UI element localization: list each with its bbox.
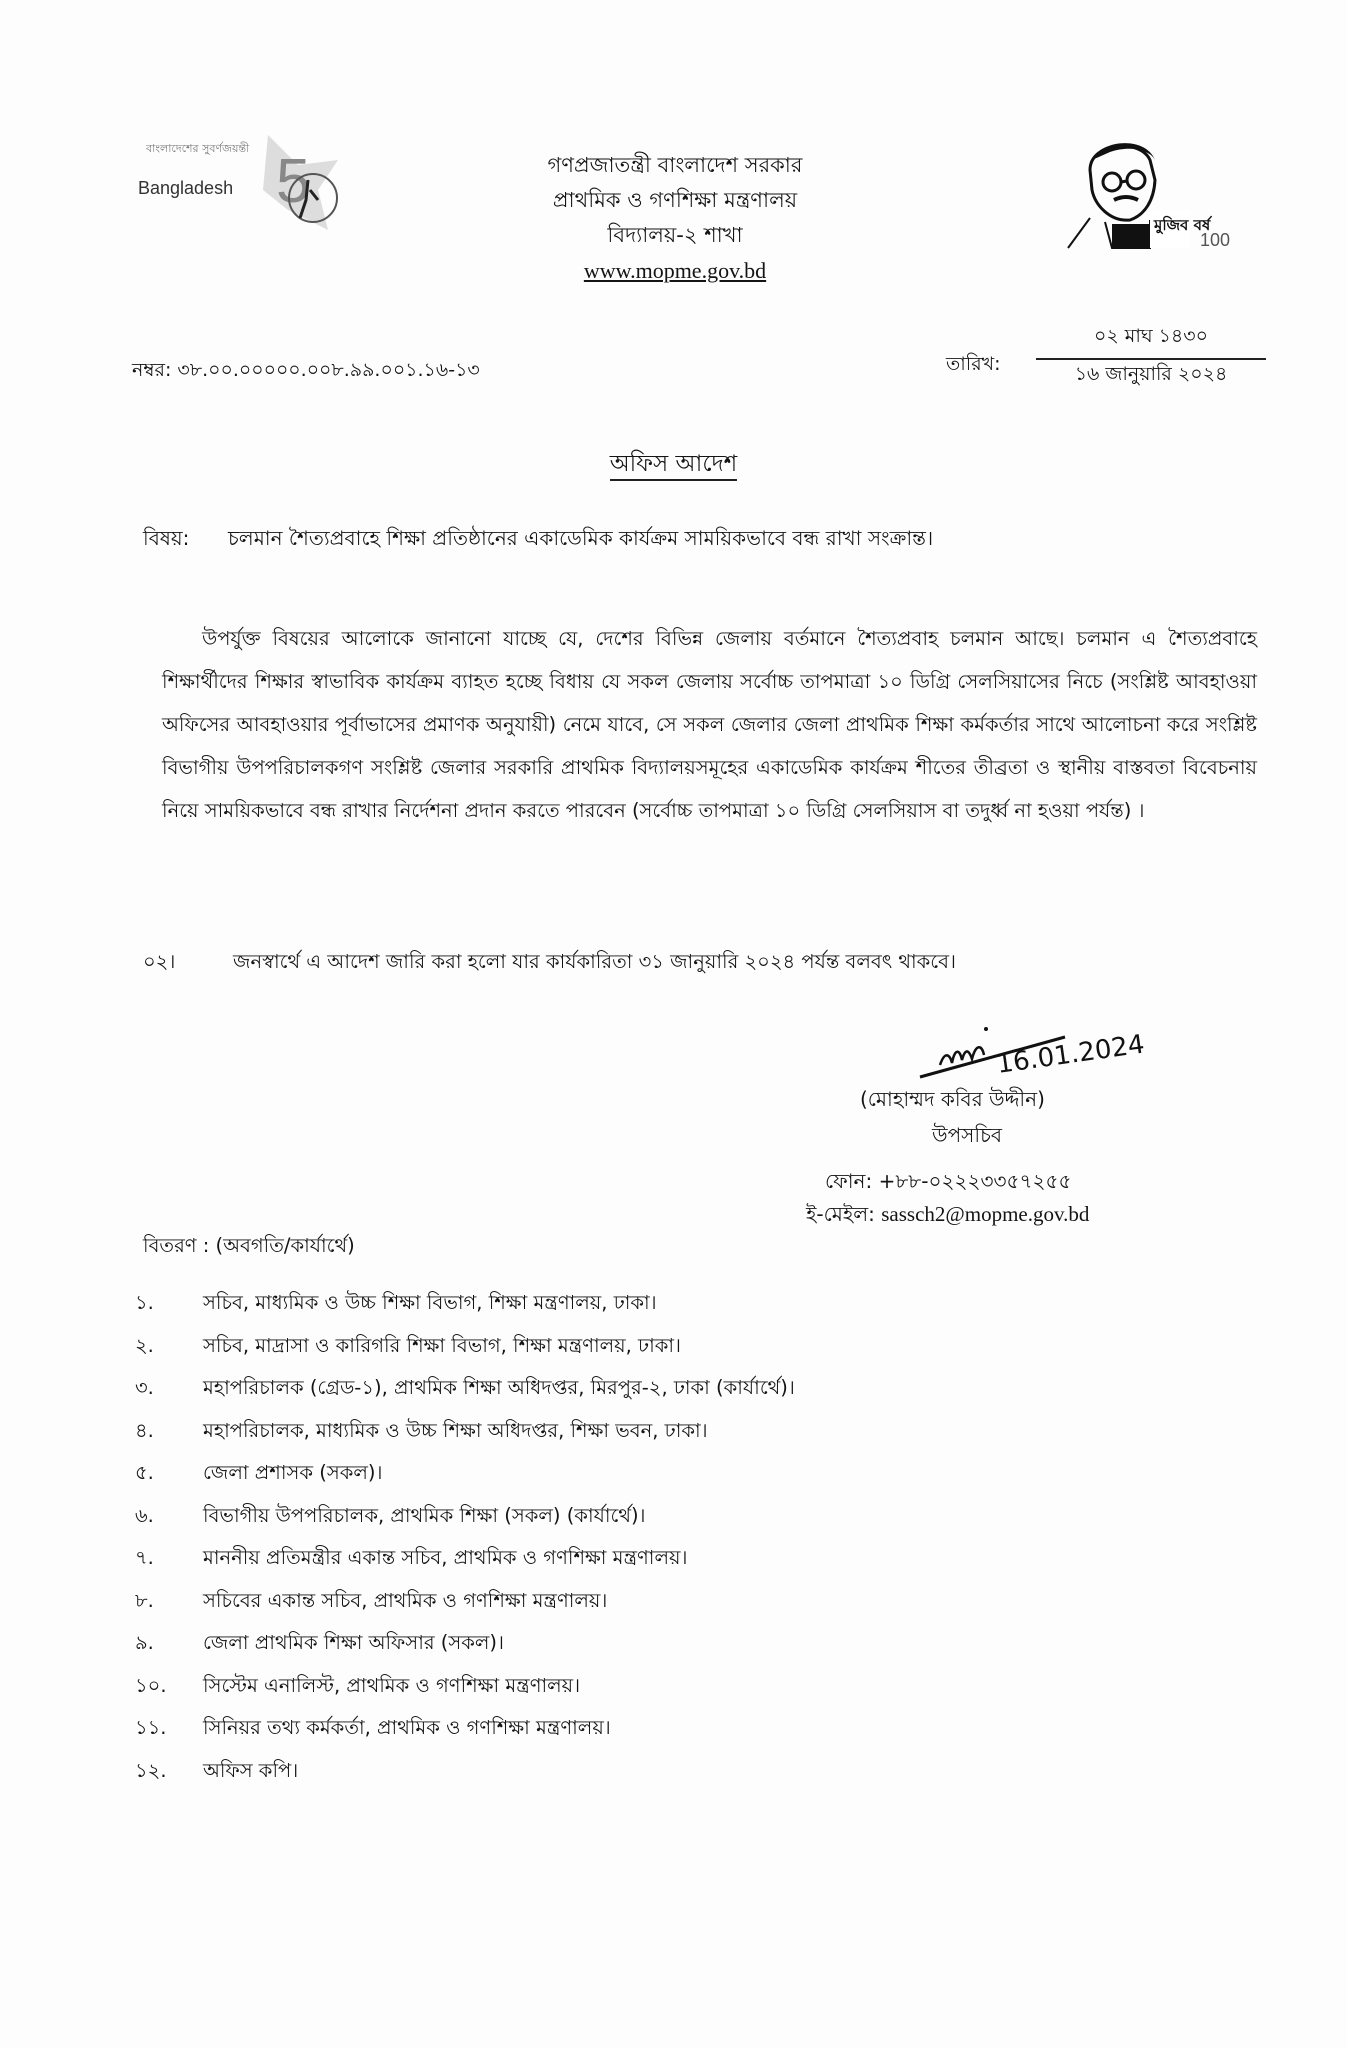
- item-text: অফিস কপি।: [203, 1758, 299, 1782]
- item-number: ১২.: [135, 1758, 167, 1782]
- item-text: সচিব, মাদ্রাসা ও কারিগরি শিক্ষা বিভাগ, শিক্ষা মন্ত্রণালয়, ঢাকা।: [203, 1333, 682, 1357]
- email-address[interactable]: sassch2@mopme.gov.bd: [881, 1202, 1090, 1226]
- letterhead: [450, 148, 900, 288]
- list-item: [135, 1497, 1135, 1540]
- item-number: ৫.: [135, 1461, 154, 1485]
- list-item: [135, 1369, 1135, 1412]
- signatory-phone: ফোন: +৮৮-০২২২৩৩৫৭২৫৫: [825, 1169, 1072, 1193]
- item-number: ১.: [135, 1291, 154, 1315]
- list-item: [135, 1327, 1135, 1370]
- list-item: [135, 1284, 1135, 1327]
- date-label: তারিখ:: [946, 353, 1001, 375]
- mujib-text: মুজিব বর্ষ: [1154, 216, 1211, 234]
- item-number: ৩.: [135, 1376, 154, 1400]
- item-text: মাননীয় প্রতিমন্ত্রীর একান্ত সচিব, প্রাথমিক ও গণশিক্ষা মন্ত্রণালয়।: [203, 1546, 688, 1570]
- body-paragraph: উপর্যুক্ত বিষয়ের আলোকে জানানো যাচ্ছে যে, দেশের বিভিন্ন জেলায় বর্তমানে শৈত্যপ্রবাহ চলমান আছে। চলমান এ শৈত্যপ্রবাহে শিক্ষার্থীদের শিক্ষার স্বাভাবিক কার্যক্রম ব্যাহত হচ্ছে বিধায় যে সকল জেলায় সর্বোচ্চ তাপমাত্রা ১০ ডিগ্রি সেলসিয়াসের নিচে (সংশ্লিষ্ট আবহাওয়া অফিসের আবহাওয়ার পূর্বাভাসের প্রমাণক অনুযায়ী) নেমে যাবে, সে সকল জেলার জেলা প্রাথমিক শিক্ষা কর্মকর্তার সাথে আলোচনা করে সংশ্লিষ্ট বিভাগীয় উপপরিচালকগণ সংশ্লিষ্ট জেলার সরকারি প্রাথমিক বিদ্যালয়সমূহের একাডেমিক কার্যক্রম শীতের তীব্রতা ও স্থানীয় বাস্তবতা বিবেচনায় নিয়ে সাময়িকভাবে বন্ধ রাখার নির্দেশনা প্রদান করতে পারবেন (সর্বোচ্চ তাপমাত্রা ১০ ডিগ্রি সেলসিয়াস বা তদুর্ধ্ব না হওয়া পর্যন্ত) ।: [162, 627, 1257, 822]
- mujib-borsho-logo: [1050, 130, 1250, 260]
- list-item: [135, 1624, 1135, 1667]
- section-name: বিদ্যালয়-২ শাখা: [607, 223, 743, 247]
- item-text: মহাপরিচালক, মাধ্যমিক ও উচ্চ শিক্ষা অধিদপ্তর, শিক্ষা ভবন, ঢাকা।: [203, 1418, 708, 1442]
- logo-left-subtext: বাংলাদেশের সুবর্ণজয়ন্তী: [146, 142, 250, 155]
- item-text: সচিব, মাধ্যমিক ও উচ্চ শিক্ষা বিভাগ, শিক্ষা মন্ত্রণালয়, ঢাকা।: [203, 1291, 657, 1315]
- handwritten-signature-icon: [900, 1015, 1160, 1095]
- bangladesh-50-logo: [138, 130, 348, 250]
- distribution-list: [135, 1284, 1135, 1794]
- document-title: [0, 445, 1347, 484]
- signatory-name: (মোহাম্মদ কবির উদ্দীন): [860, 1087, 1045, 1111]
- point-02: [143, 948, 956, 980]
- golden-jubilee-emblem-icon: [258, 130, 348, 240]
- point-text: জনস্বার্থে এ আদেশ জারি করা হলো যার কার্যকারিতা ৩১ জানুয়ারি ২০২৪ পর্যন্ত বলবৎ থাকবে।: [233, 950, 956, 973]
- item-text: সিনিয়র তথ্য কর্মকর্তা, প্রাথমিক ও গণশিক্ষা মন্ত্রণালয়।: [203, 1716, 611, 1740]
- subject-label: বিষয়:: [143, 526, 190, 550]
- list-item: [135, 1667, 1135, 1710]
- item-number: ১১.: [135, 1716, 167, 1740]
- item-text: বিভাগীয় উপপরিচালক, প্রাথমিক শিক্ষা (সকল) (কার্যার্থে)।: [203, 1503, 646, 1527]
- svg-text:5: 5: [276, 147, 311, 216]
- item-number: ২.: [135, 1333, 154, 1357]
- item-text: মহাপরিচালক (গ্রেড-১), প্রাথমিক শিক্ষা অধিদপ্তর, মিরপুর-২, ঢাকা (কার্যার্থে)।: [203, 1376, 795, 1400]
- mujib-number: 100: [1200, 230, 1231, 250]
- point-number: ০২।: [143, 950, 176, 973]
- item-number: ৬.: [135, 1503, 154, 1527]
- item-number: ৪.: [135, 1418, 154, 1442]
- list-item: [135, 1582, 1135, 1625]
- distribution-title: বিতরণ : (অবগতি/কার্যার্থে): [143, 1234, 355, 1257]
- government-name: গণপ্রজাতন্ত্রী বাংলাদেশ সরকার: [547, 153, 803, 177]
- signature-block: [780, 1015, 1200, 1225]
- item-text: জেলা প্রশাসক (সকল)।: [203, 1461, 383, 1485]
- subject-line: [143, 524, 933, 557]
- website-link[interactable]: www.mopme.gov.bd: [583, 258, 767, 283]
- list-item: [135, 1709, 1135, 1752]
- date-bangla: ০২ মাঘ ১৪৩০: [1036, 322, 1266, 360]
- signatory-designation: উপসচিব: [932, 1123, 1003, 1147]
- date-block: [946, 322, 1276, 392]
- list-item: [135, 1539, 1135, 1582]
- item-text: সচিবের একান্ত সচিব, প্রাথমিক ও গণশিক্ষা মন্ত্রণালয়।: [203, 1588, 608, 1612]
- list-item: [135, 1454, 1135, 1497]
- ministry-name: প্রাথমিক ও গণশিক্ষা মন্ত্রণালয়: [552, 188, 798, 212]
- logo-left-text: Bangladesh: [138, 178, 234, 198]
- memo-number: নম্বর: ৩৮.০০.০০০০০.০০৮.৯৯.০০১.১৬-১৩: [132, 359, 480, 381]
- title-text: অফিস আদেশ: [610, 451, 738, 481]
- item-text: জেলা প্রাথমিক শিক্ষা অফিসার (সকল)।: [203, 1631, 505, 1655]
- signatory-email-line: [806, 1200, 1089, 1233]
- item-number: ৭.: [135, 1546, 154, 1570]
- subject-text: চলমান শৈত্যপ্রবাহে শিক্ষা প্রতিষ্ঠানের একাডেমিক কার্যক্রম সাময়িকভাবে বন্ধ রাখা সংক্রান্ত।: [228, 526, 934, 550]
- list-item: [135, 1752, 1135, 1795]
- date-gregorian: ১৬ জানুয়ারি ২০২৪: [1074, 363, 1228, 385]
- email-label: ই-মেইল:: [806, 1202, 875, 1226]
- item-number: ১০.: [135, 1673, 167, 1697]
- item-number: ৯.: [135, 1631, 154, 1655]
- item-number: ৮.: [135, 1588, 154, 1612]
- list-item: [135, 1412, 1135, 1455]
- item-text: সিস্টেম এনালিস্ট, প্রাথমিক ও গণশিক্ষা মন্ত্রণালয়।: [203, 1673, 581, 1697]
- handwritten-date: 16.01.2024: [994, 1029, 1147, 1080]
